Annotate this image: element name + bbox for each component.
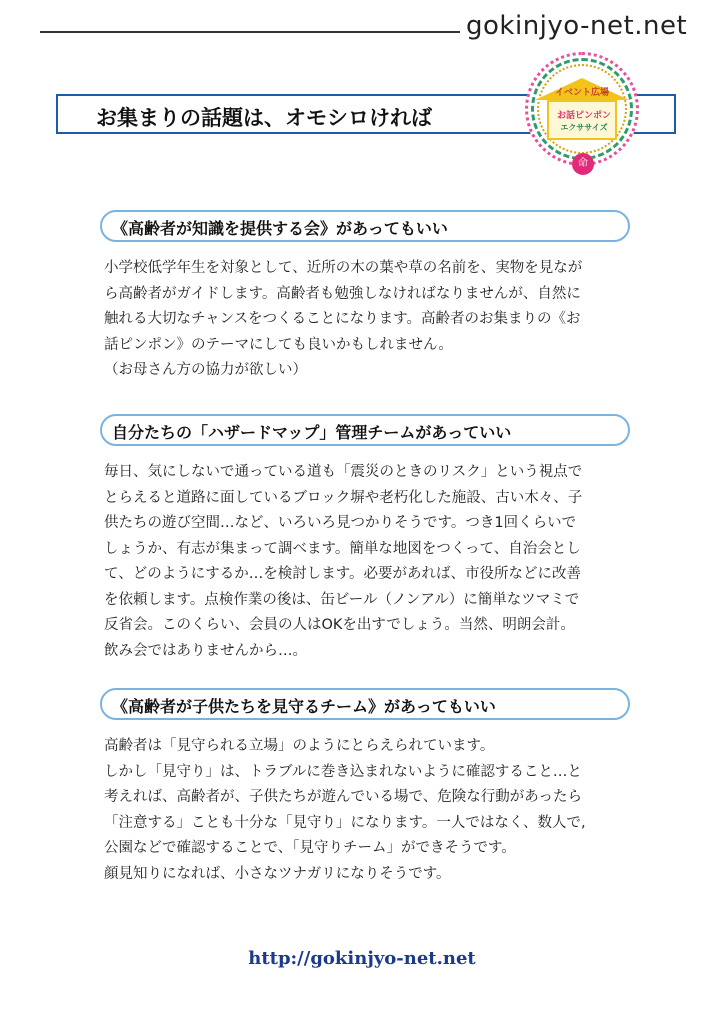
section-heading-1: [100, 210, 630, 242]
badge-roof-label: イベント広場: [554, 88, 609, 98]
body-line: 考えれば、高齢者が、子供たちが遊んでいる場で、危険な行動があったら: [104, 789, 583, 805]
badge-line1: お話ピンポン: [556, 111, 611, 121]
section-heading-2: [100, 414, 630, 446]
section-body-1: [104, 256, 644, 384]
body-line: とらえると道路に面しているブロック塀や老朽化した施設、古い木々、子: [104, 489, 583, 506]
body-line: 飲み会ではありませんから…。: [104, 642, 307, 659]
body-line: 顔見知りになれば、小さなツナガリになりそうです。: [104, 865, 451, 882]
footer-url-link[interactable]: http://gokinjyo-net.net: [248, 948, 476, 969]
body-line: 触れる大切なチャンスをつくることになります。高齢者のお集まりの《お: [104, 311, 581, 327]
section-heading-3: [100, 688, 630, 720]
body-line: 話ピンポン》のテーマにしても良いかもしれません。: [104, 336, 453, 353]
event-badge-logo: [525, 52, 639, 169]
page-title: お集まりの話題は、オモシロければ: [96, 106, 432, 130]
body-line: 毎日、気にしないで通っている道も「震災のときのリスク」という視点で: [104, 464, 583, 480]
house-icon: [547, 100, 617, 140]
body-line: ら高齢者がガイドします。高齢者も勉強しなければなりませんが、自然に: [104, 285, 581, 302]
body-line: 反省会。このくらい、会員の人はOKを出すでしょう。当然、明朗会計。: [104, 617, 575, 633]
body-line: 供たちの遊び空間…など、いろいろ見つかりそうです。つき1回くらいで: [104, 515, 577, 531]
section-heading-text: 《高齢者が子供たちを見守るチーム》があってもいい: [112, 697, 496, 716]
site-brand: gokinjyo-net.net: [466, 11, 688, 41]
heart-icon: 命: [572, 153, 594, 175]
body-line: 高齢者は「見守られる立場」のようにとらえられています。: [104, 738, 495, 754]
section-heading-text: 《高齢者が知識を提供する会》があってもいい: [112, 219, 448, 238]
body-line: を依頼します。点検作業の後は、缶ビール（ノンアル）に簡単なツマミで: [104, 591, 580, 608]
body-line: 小学校低学年生を対象として、近所の木の葉や草の名前を、実物を見なが: [104, 260, 583, 276]
body-line: しかし「見守り」は、トラブルに巻き込まれないように確認すること…と: [104, 763, 582, 780]
section-body-2: [104, 460, 644, 664]
body-line: 「注意する」ことも十分な「見守り」になります。一人ではなく、数人で,: [104, 814, 586, 831]
body-line: （お母さん方の協力が欲しい）: [104, 362, 307, 378]
body-line: て、どのようにするか…を検討します。必要があれば、市役所などに改善: [104, 566, 582, 582]
header-rule: [40, 31, 460, 33]
section-heading-text: 自分たちの「ハザードマップ」管理チームがあっていい: [112, 423, 512, 442]
body-line: 公園などで確認することで、「見守りチーム」ができそうです。: [104, 840, 516, 856]
badge-line2: エクササイズ: [560, 123, 608, 132]
body-line: しょうか、有志が集まって調べます。簡単な地図をつくって、自治会とし: [104, 540, 581, 557]
section-body-3: [104, 734, 644, 887]
